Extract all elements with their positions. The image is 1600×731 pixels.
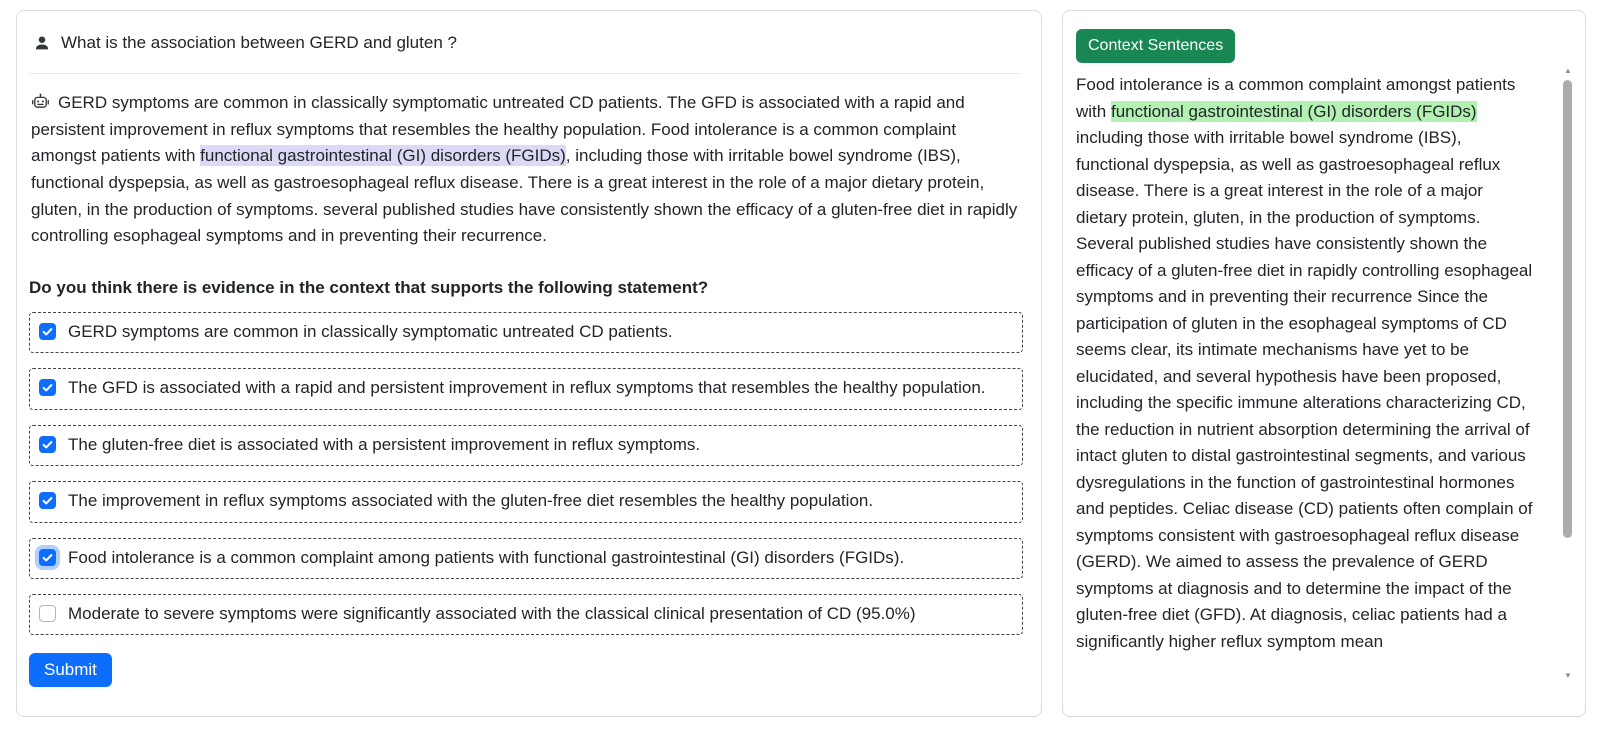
statement-row[interactable] bbox=[29, 594, 1023, 635]
statement-checkbox[interactable] bbox=[39, 379, 56, 396]
statements-list bbox=[29, 312, 1021, 635]
statement-row[interactable] bbox=[29, 538, 1023, 579]
statement-checkbox[interactable] bbox=[39, 492, 56, 509]
answer-highlight: functional gastrointestinal (GI) disorders (FGIDs) bbox=[200, 146, 566, 166]
scroll-up-arrow[interactable]: ▲ bbox=[1564, 66, 1572, 75]
statement-label: GERD symptoms are common in classically symptomatic untreated CD patients. bbox=[68, 322, 673, 342]
user-question-row bbox=[29, 23, 1021, 59]
robot-icon bbox=[31, 92, 50, 111]
answer-text-post: , including those with irritable bowel syndrome (IBS), functional dyspepsia, as well as gastroesophageal reflux disease. There is a great interest in the role of a major dietary protein, gluten, in the production of symptoms. several published studies have consistently shown the efficacy of a gluten-free diet in rapidly controlling esophageal symptoms and in preventing their recurrence. bbox=[31, 146, 1018, 246]
context-post: including those with irritable bowel syndrome (IBS), functional dyspepsia, as well as gastroesophageal reflux disease. There is a great interest in the role of a major dietary protein, gluten, in the production of symptoms. Several published studies have consistently shown the efficacy of a gluten-free diet in rapidly controlling esophageal symptoms and in preventing their recurrence Since the participation of gluten in the esophageal symptoms of CD seems clear, its intimate mechanisms have yet to be elucidated, and several hypothesis have been proposed, including the specific immune alterations characterizing CD, the reduction in nutrient absorption determining the arrival of intact gluten to distal gastrointestinal segments, and various dysregulations in the function of gastrointestinal hormones and peptides. Celiac disease (CD) patients often complain of symptoms consistent with gastroesophageal reflux disease (GERD). We aimed to assess the prevalence of GERD symptoms at diagnosis and to determine the impact of the gluten-free diet (GFD). At diagnosis, celiac patients had a significantly higher reflux symptom mean bbox=[1076, 128, 1533, 651]
statement-label: The gluten-free diet is associated with a persistent improvement in reflux symptoms. bbox=[68, 434, 701, 454]
submit-button[interactable]: Submit bbox=[29, 653, 112, 687]
context-panel bbox=[1062, 10, 1586, 717]
statement-checkbox[interactable] bbox=[39, 323, 56, 340]
statement-row[interactable] bbox=[29, 425, 1023, 466]
statement-label: Moderate to severe symptoms were significantly associated with the classical clinical presentation of CD (95.0%) bbox=[68, 603, 916, 623]
user-question-text: What is the association between GERD and gluten ? bbox=[61, 33, 457, 52]
statement-label: The improvement in reflux symptoms associated with the gluten-free diet resembles the healthy population. bbox=[68, 491, 874, 511]
context-highlight: functional gastrointestinal (GI) disorders (FGIDs) bbox=[1110, 101, 1477, 121]
scrollbar-thumb[interactable] bbox=[1563, 80, 1572, 538]
context-pre: Food intolerance is a common complaint amongst patients with bbox=[1076, 75, 1516, 121]
context-sentences-badge: Context Sentences bbox=[1076, 29, 1235, 63]
divider bbox=[29, 73, 1021, 74]
assistant-answer bbox=[29, 90, 1021, 250]
statement-row[interactable] bbox=[29, 481, 1023, 522]
scroll-down-arrow[interactable]: ▼ bbox=[1564, 671, 1572, 680]
user-icon bbox=[33, 34, 51, 52]
context-scrollbar[interactable] bbox=[1562, 66, 1574, 681]
statement-row[interactable] bbox=[29, 368, 1023, 409]
statement-checkbox[interactable] bbox=[39, 549, 56, 566]
evidence-prompt: Do you think there is evidence in the context that supports the following statement? bbox=[29, 278, 709, 298]
context-text bbox=[1076, 72, 1536, 655]
statement-row[interactable] bbox=[29, 312, 1023, 353]
statement-checkbox[interactable] bbox=[39, 605, 56, 622]
statement-label: Food intolerance is a common complaint among patients with functional gastrointestinal (GI) disorders (FGIDs). bbox=[68, 547, 905, 567]
statement-checkbox[interactable] bbox=[39, 436, 56, 453]
answer-text-pre: GERD symptoms are common in classically symptomatic untreated CD patients. The GFD is associated with a rapid and persistent improvement in reflux symptoms that resembles the healthy population. Food intolerance is a common complaint amongst patients with bbox=[31, 93, 965, 166]
statement-label: The GFD is associated with a rapid and persistent improvement in reflux symptoms that resembles the healthy population. bbox=[68, 378, 986, 398]
qa-panel bbox=[16, 10, 1042, 717]
